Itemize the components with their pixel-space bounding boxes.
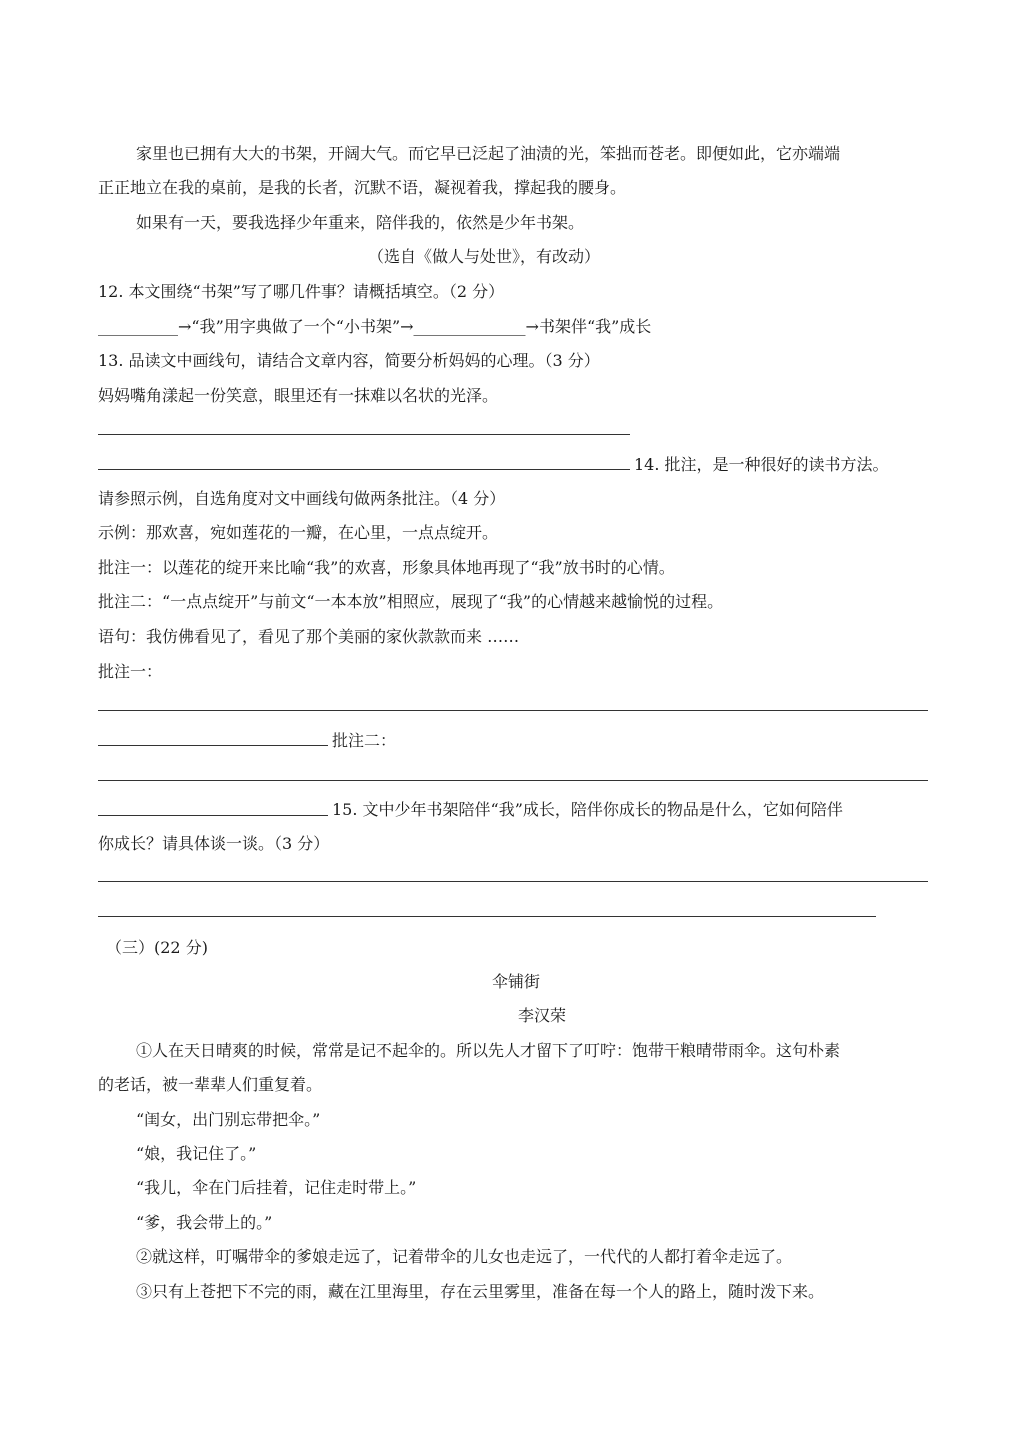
question-14-example-note-2: 批注二：“一点点绽开”与前文“一本本放”相照应，展现了“我”的心情越来越愉悦的过程。 [98,592,724,611]
answer-line[interactable] [98,815,328,816]
dialogue-line: “我儿，伞在门后挂着，记住走时带上。” [136,1178,417,1197]
section-3-title: 伞铺街 [491,972,540,991]
answer-line[interactable] [98,745,328,746]
dialogue-line: “爹，我会带上的。” [136,1213,273,1232]
passage-paragraph-line: 家里也已拥有大大的书架，开阔大气。而它早已泛起了油渍的光，笨拙而苍老。即便如此，它亦端端 [136,144,841,163]
section-3-header: （三）(22 分) [106,938,208,957]
answer-line[interactable] [98,469,630,470]
question-13-prompt: 13. 品读文中画线句，请结合文章内容，简要分析妈妈的心理。（3 分） [98,351,600,370]
question-15-prompt-continued: 你成长？请具体谈一谈。（3 分） [98,834,330,853]
section-3-paragraph-line: 的老话，被一辈辈人们重复着。 [98,1075,323,1094]
dialogue-line: “闺女，出门别忘带把伞。” [136,1110,321,1129]
question-12-fill-blank: __________→“我”用字典做了一个“小书架”→______________→书架伴“我”成长 [98,317,652,336]
passage-paragraph: 如果有一天，要我选择少年重来，陪伴我的，依然是少年书架。 [136,213,585,232]
question-14-example: 示例：那欢喜，宛如莲花的一瓣，在心里，一点点绽开。 [98,523,499,542]
answer-line[interactable] [98,710,928,711]
section-3-paragraph-line: ①人在天日晴爽的时候，常常是记不起伞的。所以先人才留下了叮咛：饱带干粮晴带雨伞。这句朴素 [136,1041,841,1060]
question-14-answer-2-label: 批注二： [332,731,397,750]
answer-line[interactable] [98,434,630,435]
question-14-prompt-continued: 请参照示例，自选角度对文中画线句做两条批注。（4 分） [98,489,506,508]
answer-line[interactable] [98,780,928,781]
section-3-paragraph: ②就这样，叮嘱带伞的爹娘走远了，记着带伞的儿女也走远了，一代代的人都打着伞走远了。 [136,1247,793,1266]
dialogue-line: “娘，我记住了。” [136,1144,257,1163]
answer-line[interactable] [98,881,928,882]
section-3-author: 李汉荣 [517,1006,566,1025]
answer-line[interactable] [98,916,876,917]
question-14-answer-1-label: 批注一： [98,662,163,681]
question-13-quote: 妈妈嘴角漾起一份笑意，眼里还有一抹难以名状的光泽。 [98,386,499,405]
section-3-paragraph: ③只有上苍把下不完的雨，藏在江里海里，存在云里雾里，准备在每一个人的路上，随时泼下来。 [136,1282,825,1301]
question-14-example-note-1: 批注一：以莲花的绽开来比喻“我”的欢喜，形象具体地再现了“我”放书时的心情。 [98,558,675,577]
question-14-sentence: 语句：我仿佛看见了，看见了那个美丽的家伙款款而来 …… [98,627,520,646]
passage-paragraph-line: 正正地立在我的桌前，是我的长者，沉默不语，凝视着我，撑起我的腰身。 [98,178,627,197]
question-14-prompt: 14. 批注，是一种很好的读书方法。 [634,455,889,474]
question-15-prompt: 15. 文中少年书架陪伴“我”成长，陪伴你成长的物品是什么，它如何陪伴 [332,800,843,819]
question-12-prompt: 12. 本文围绕“书架”写了哪几件事？请概括填空。（2 分） [98,282,505,301]
passage-source: （选自《做人与处世》，有改动） [368,247,601,266]
